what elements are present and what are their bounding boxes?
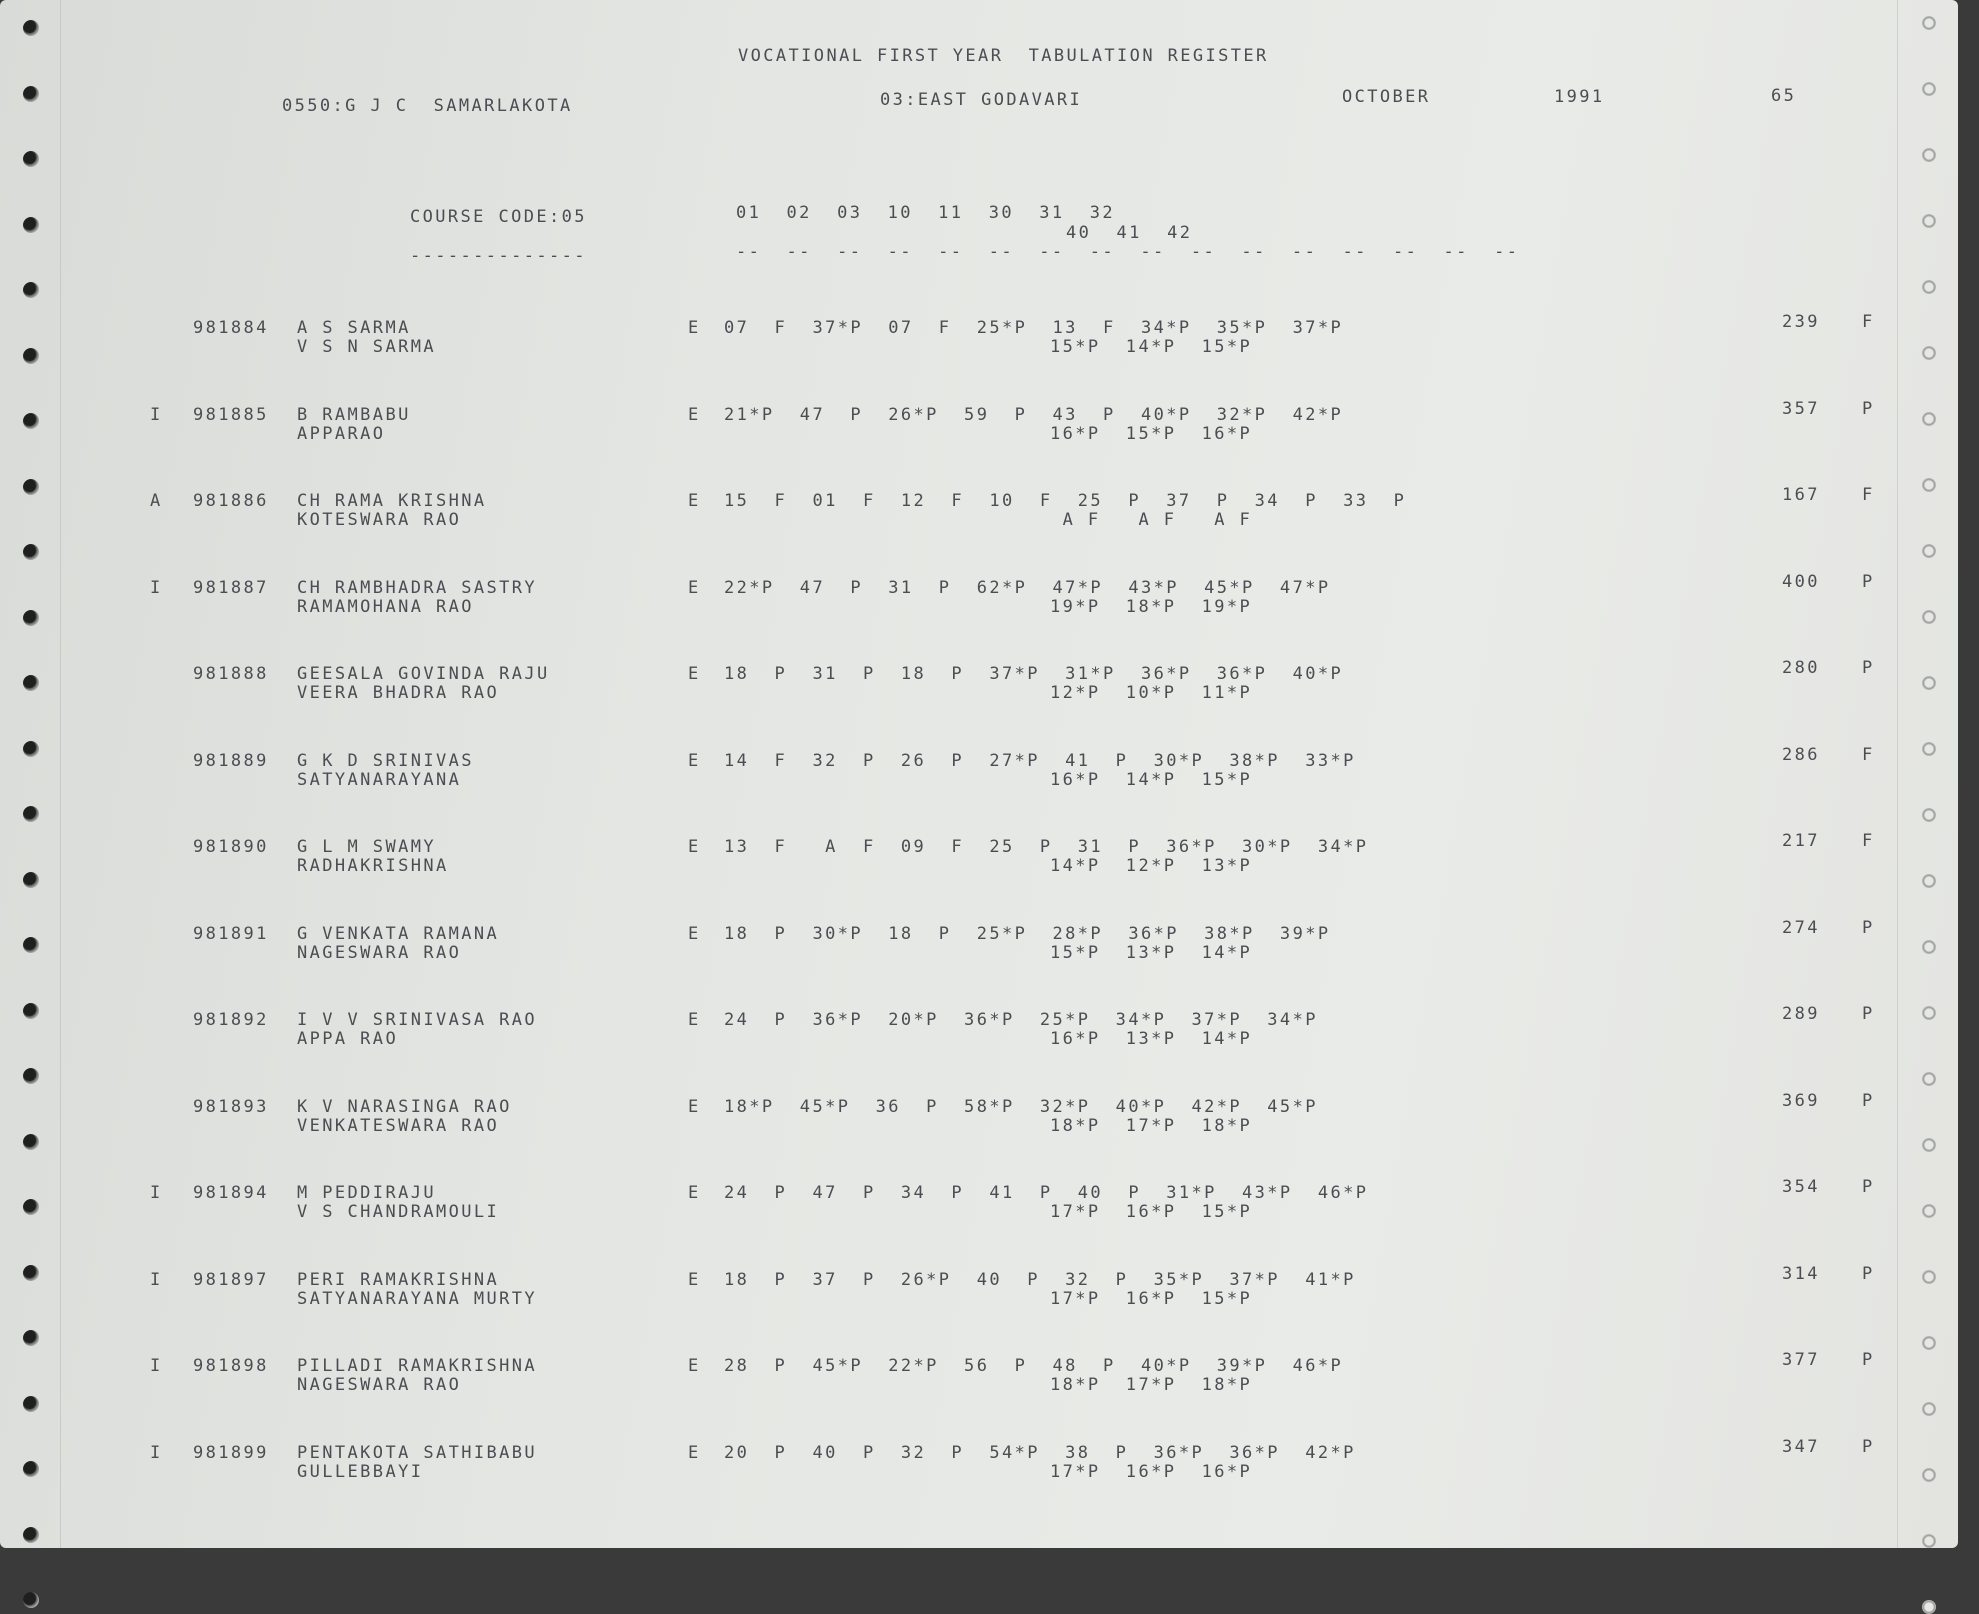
result-code: P — [1862, 1350, 1875, 1370]
total-marks: 280 — [1782, 658, 1820, 678]
roll-number: 981894 — [193, 1183, 269, 1203]
roll-number: 981886 — [193, 491, 269, 511]
sprocket-hole — [1922, 214, 1936, 228]
roll-number: 981885 — [193, 404, 269, 425]
exam-month: OCTOBER — [1342, 87, 1431, 107]
roll-number: 981891 — [193, 923, 269, 944]
sprocket-hole — [23, 151, 39, 167]
sprocket-hole — [1922, 544, 1936, 558]
total-marks: 347 — [1782, 1436, 1820, 1457]
father-name: APPA RAO — [297, 1029, 399, 1049]
record-flag: A — [150, 491, 163, 511]
father-name: SATYANARAYANA — [297, 769, 462, 790]
sprocket-hole — [1922, 742, 1936, 756]
marks-row: 20 P 40 P 32 P 54*P 38 P 36*P 36*P 42*P — [724, 1442, 1356, 1463]
total-marks: 377 — [1782, 1350, 1820, 1370]
father-name: SATYANARAYANA MURTY — [297, 1288, 538, 1309]
sprocket-hole — [1922, 16, 1936, 30]
exam-year: 1991 — [1554, 87, 1605, 107]
medium-code: E — [688, 1442, 701, 1463]
father-name: APPARAO — [297, 423, 386, 444]
sprocket-hole — [1922, 808, 1936, 822]
sprocket-hole — [1922, 1600, 1936, 1614]
sprocket-hole — [23, 1199, 39, 1215]
sprocket-hole — [23, 1134, 39, 1150]
total-marks: 314 — [1782, 1263, 1820, 1284]
roll-number: 981893 — [193, 1096, 269, 1117]
marks-row-extra: 14*P 12*P 13*P — [1050, 856, 1253, 876]
left-tractor-margin — [0, 0, 61, 1548]
marks-row: 22*P 47 P 31 P 62*P 47*P 43*P 45*P 47*P — [724, 577, 1331, 598]
sprocket-hole — [1922, 610, 1936, 624]
father-name: GULLEBBAYI — [297, 1461, 424, 1482]
medium-code: E — [688, 837, 701, 857]
father-name: V S N SARMA — [297, 337, 436, 357]
sprocket-hole — [1922, 1072, 1936, 1086]
roll-number: 981888 — [193, 664, 269, 684]
sprocket-hole — [1922, 940, 1936, 954]
total-marks: 354 — [1782, 1177, 1820, 1197]
total-marks: 357 — [1782, 398, 1820, 419]
roll-number: 981897 — [193, 1269, 269, 1290]
sprocket-hole — [1922, 676, 1936, 690]
college-name: 0550:G J C SAMARLAKOTA — [282, 96, 573, 116]
sprocket-hole — [1922, 1006, 1936, 1020]
roll-number: 981892 — [193, 1010, 269, 1030]
result-code: P — [1862, 1436, 1875, 1457]
marks-row-extra: A F A F A F — [1050, 510, 1253, 530]
marks-row: 15 F 01 F 12 F 10 F 25 P 37 P 34 P 33 P — [724, 491, 1407, 511]
column-dash-line: -- -- -- -- -- -- -- -- -- -- -- -- -- -- -- -- — [736, 242, 1520, 262]
sprocket-hole — [1922, 280, 1936, 294]
student-name: G K D SRINIVAS — [297, 750, 474, 771]
father-name: RAMAMOHANA RAO — [297, 596, 474, 617]
marks-row: 18*P 45*P 36 P 58*P 32*P 40*P 42*P 45*P — [724, 1096, 1318, 1117]
father-name: NAGESWARA RAO — [297, 1375, 462, 1395]
marks-row: 24 P 36*P 20*P 36*P 25*P 34*P 37*P 34*P — [724, 1010, 1318, 1030]
student-name: G VENKATA RAMANA — [297, 923, 500, 944]
sprocket-hole — [23, 217, 39, 233]
record-flag: I — [150, 404, 163, 425]
sprocket-hole — [23, 479, 39, 495]
page-number: 65 — [1771, 86, 1797, 106]
record-flag: I — [150, 1442, 163, 1463]
sprocket-hole — [1922, 1534, 1936, 1548]
medium-code: E — [688, 750, 701, 771]
sprocket-hole — [23, 1592, 39, 1608]
sprocket-hole — [1922, 1402, 1936, 1416]
sprocket-hole — [23, 1527, 39, 1543]
marks-row-extra: 18*P 17*P 18*P — [1050, 1375, 1253, 1395]
medium-code: E — [688, 404, 701, 425]
right-tractor-margin — [1897, 0, 1958, 1548]
total-marks: 217 — [1782, 831, 1820, 851]
sprocket-hole — [23, 1003, 39, 1019]
result-code: P — [1862, 1263, 1875, 1284]
total-marks: 286 — [1782, 744, 1820, 765]
result-code: F — [1862, 485, 1875, 505]
total-marks: 239 — [1782, 312, 1820, 332]
student-name: CH RAMA KRISHNA — [297, 491, 487, 511]
total-marks: 400 — [1782, 571, 1820, 592]
sprocket-hole — [23, 872, 39, 888]
total-marks: 289 — [1782, 1004, 1820, 1024]
sprocket-hole — [23, 1265, 39, 1281]
roll-number: 981884 — [193, 318, 269, 338]
father-name: RADHAKRISHNA — [297, 856, 449, 876]
student-name: GEESALA GOVINDA RAJU — [297, 664, 550, 684]
medium-code: E — [688, 1010, 701, 1030]
marks-row: 21*P 47 P 26*P 59 P 43 P 40*P 32*P 42*P — [724, 404, 1344, 425]
sprocket-hole — [23, 348, 39, 364]
total-marks: 369 — [1782, 1090, 1820, 1111]
course-code: COURSE CODE:05 — [410, 207, 587, 227]
father-name: V S CHANDRAMOULI — [297, 1202, 500, 1222]
sprocket-hole — [23, 937, 39, 953]
total-marks: 274 — [1782, 917, 1820, 938]
roll-number: 981890 — [193, 837, 269, 857]
sprocket-hole — [1922, 82, 1936, 96]
sprocket-hole — [1922, 148, 1936, 162]
district-name: 03:EAST GODAVARI — [880, 90, 1083, 110]
student-name: I V V SRINIVASA RAO — [297, 1010, 538, 1030]
marks-row-extra: 18*P 17*P 18*P — [1050, 1115, 1253, 1136]
result-code: P — [1862, 1177, 1875, 1197]
marks-row-extra: 15*P 13*P 14*P — [1050, 942, 1253, 963]
result-code: P — [1862, 917, 1875, 938]
result-code: P — [1862, 1004, 1875, 1024]
register-title: VOCATIONAL FIRST YEAR TABULATION REGISTER — [738, 46, 1269, 66]
sprocket-hole — [23, 1068, 39, 1084]
medium-code: E — [688, 318, 701, 338]
result-code: P — [1862, 571, 1875, 592]
student-name: B RAMBABU — [297, 404, 411, 425]
sprocket-hole — [1922, 1138, 1936, 1152]
student-name: CH RAMBHADRA SASTRY — [297, 577, 538, 598]
father-name: VENKATESWARA RAO — [297, 1115, 500, 1136]
medium-code: E — [688, 577, 701, 598]
medium-code: E — [688, 1269, 701, 1290]
marks-row-extra: 16*P 13*P 14*P — [1050, 1029, 1253, 1049]
medium-code: E — [688, 1096, 701, 1117]
result-code: F — [1862, 312, 1875, 332]
sprocket-hole — [1922, 346, 1936, 360]
roll-number: 981889 — [193, 750, 269, 771]
student-name: G L M SWAMY — [297, 837, 436, 857]
sprocket-hole — [23, 544, 39, 560]
father-name: KOTESWARA RAO — [297, 510, 462, 530]
sprocket-hole — [23, 1461, 39, 1477]
sprocket-hole — [23, 86, 39, 102]
medium-code: E — [688, 664, 701, 684]
marks-row: 07 F 37*P 07 F 25*P 13 F 34*P 35*P 37*P — [724, 318, 1344, 338]
sprocket-hole — [23, 413, 39, 429]
record-flag: I — [150, 1183, 163, 1203]
sprocket-hole — [23, 1396, 39, 1412]
sprocket-hole — [1922, 412, 1936, 426]
sprocket-hole — [1922, 1468, 1936, 1482]
sprocket-hole — [23, 20, 39, 36]
roll-number: 981887 — [193, 577, 269, 598]
marks-row: 28 P 45*P 22*P 56 P 48 P 40*P 39*P 46*P — [724, 1356, 1344, 1376]
subject-codes-row2: 40 41 42 — [1066, 223, 1193, 243]
marks-row: 18 P 30*P 18 P 25*P 28*P 36*P 38*P 39*P — [724, 923, 1331, 944]
sprocket-hole — [23, 282, 39, 298]
marks-row: 18 P 31 P 18 P 37*P 31*P 36*P 36*P 40*P — [724, 664, 1344, 684]
marks-row-extra: 16*P 14*P 15*P — [1050, 769, 1253, 790]
record-flag: I — [150, 577, 163, 598]
father-name: VEERA BHADRA RAO — [297, 683, 500, 703]
student-name: PERI RAMAKRISHNA — [297, 1269, 500, 1290]
student-name: PILLADI RAMAKRISHNA — [297, 1356, 538, 1376]
result-code: P — [1862, 398, 1875, 419]
student-name: M PEDDIRAJU — [297, 1183, 436, 1203]
marks-row-extra: 16*P 15*P 16*P — [1050, 423, 1253, 444]
marks-row: 18 P 37 P 26*P 40 P 32 P 35*P 37*P 41*P — [724, 1269, 1356, 1290]
sprocket-hole — [1922, 874, 1936, 888]
sprocket-hole — [1922, 478, 1936, 492]
sprocket-hole — [1922, 1270, 1936, 1284]
medium-code: E — [688, 1356, 701, 1376]
marks-row-extra: 17*P 16*P 16*P — [1050, 1461, 1253, 1482]
sprocket-hole — [23, 610, 39, 626]
sprocket-hole — [1922, 1336, 1936, 1350]
result-code: P — [1862, 658, 1875, 678]
marks-row-extra: 15*P 14*P 15*P — [1050, 337, 1253, 357]
record-flag: I — [150, 1269, 163, 1290]
marks-row: 24 P 47 P 34 P 41 P 40 P 31*P 43*P 46*P — [724, 1183, 1369, 1203]
sprocket-hole — [23, 675, 39, 691]
marks-row-extra: 17*P 16*P 15*P — [1050, 1288, 1253, 1309]
result-code: F — [1862, 744, 1875, 765]
student-name: K V NARASINGA RAO — [297, 1096, 512, 1117]
result-code: P — [1862, 1090, 1875, 1111]
course-code-underline: -------------- — [410, 246, 587, 266]
father-name: NAGESWARA RAO — [297, 942, 462, 963]
sprocket-hole — [23, 806, 39, 822]
medium-code: E — [688, 923, 701, 944]
student-name: A S SARMA — [297, 318, 411, 338]
marks-row: 14 F 32 P 26 P 27*P 41 P 30*P 38*P 33*P — [724, 750, 1356, 771]
sprocket-hole — [23, 741, 39, 757]
marks-row-extra: 17*P 16*P 15*P — [1050, 1202, 1253, 1222]
student-name: PENTAKOTA SATHIBABU — [297, 1442, 538, 1463]
sprocket-hole — [23, 1330, 39, 1346]
marks-row-extra: 19*P 18*P 19*P — [1050, 596, 1253, 617]
marks-row-extra: 12*P 10*P 11*P — [1050, 683, 1253, 703]
medium-code: E — [688, 1183, 701, 1203]
roll-number: 981899 — [193, 1442, 269, 1463]
sprocket-hole — [1922, 1204, 1936, 1218]
result-code: F — [1862, 831, 1875, 851]
roll-number: 981898 — [193, 1356, 269, 1376]
total-marks: 167 — [1782, 485, 1820, 505]
subject-codes-row1: 01 02 03 10 11 30 31 32 — [736, 203, 1116, 223]
medium-code: E — [688, 491, 701, 511]
record-flag: I — [150, 1356, 163, 1376]
marks-row: 13 F A F 09 F 25 P 31 P 36*P 30*P 34*P — [724, 837, 1369, 857]
